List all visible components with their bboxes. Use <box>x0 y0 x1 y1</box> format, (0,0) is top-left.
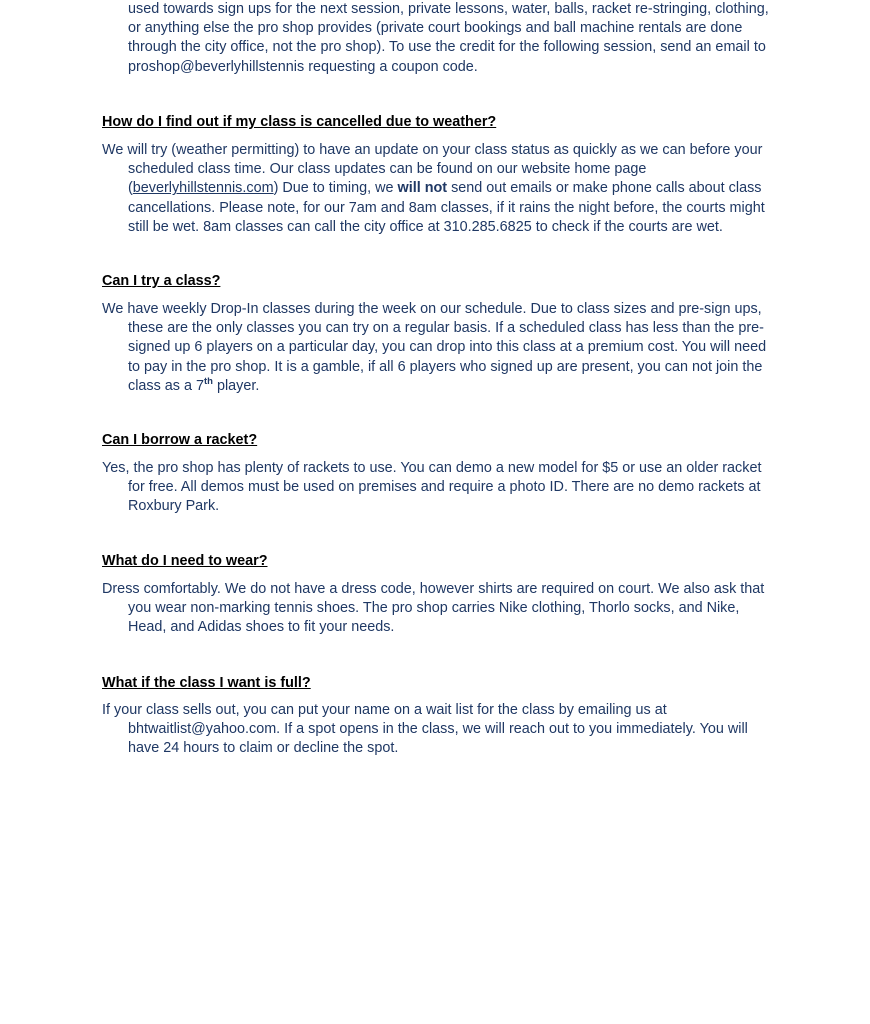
faq-weather-text-3: send out emails or make phone calls about class cancellations. Please note, for our 7am and 8am classes, if it rains the night before, the courts might still be wet. 8am classes can call the city office at 310.285.6825 to check if the courts are wet. <box>128 180 765 235</box>
intro-section <box>102 0 774 77</box>
faq-weather-text-1: We will try (weather permitting) to have an update on your class status as quickly as we can before your scheduled class time. Our class updates can be found on our website home page ( <box>102 142 763 197</box>
faq-full-answer <box>102 701 774 759</box>
faq-wear-answer <box>102 580 774 638</box>
intro-paragraph: used towards sign ups for the next session, private lessons, water, balls, racket re-stringing, clothing, or anything else the pro shop provides (private court bookings and ball machine rentals are done through the city office, not the pro shop). To use the credit for the following session, send an email to proshop@beverlyhillstennis requesting a coupon code. <box>128 1 769 75</box>
faq-try-question: Can I try a class? <box>102 273 221 289</box>
faq-try-answer <box>102 300 774 396</box>
faq-try-text-1: We have weekly Drop-In classes during the week on our schedule. Due to class sizes and pre-sign ups, these are the only classes you can try on a regular basis. If a scheduled class has less than the pre-signed up 6 players on a particular day, you can drop into this class at a premium cost. You will need to pay in the pro shop. It is a gamble, if all 6 players who signed up are present, you can not join the class as a 7 <box>102 301 767 394</box>
faq-weather-text-2: ) Due to timing, we <box>273 180 398 197</box>
faq-full-paragraph: If your class sells out, you can put your name on a wait list for the class by emailing us at bhtwaitlist@yahoo.com. If a spot opens in the class, we will reach out to you immediately. You will have 24 hours to claim or decline the spot. <box>102 702 748 757</box>
faq-try-superscript: th <box>204 375 213 387</box>
faq-racket-answer <box>102 459 774 517</box>
website-link[interactable]: beverlyhillstennis.com <box>132 180 274 197</box>
faq-wear-paragraph: Dress comfortably. We do not have a dress code, however shirts are required on court. We also ask that you wear non-marking tennis shoes. The pro shop carries Nike clothing, Thorlo socks, and Nike, Head, and Adidas shoes to fit your needs. <box>102 581 765 636</box>
faq-try-paragraph <box>102 300 774 396</box>
faq-weather-emphasis: will not <box>397 180 448 197</box>
faq-weather-answer <box>102 141 774 237</box>
faq-racket-question: Can I borrow a racket? <box>102 432 258 448</box>
faq-weather-question: How do I find out if my class is cancelled due to weather? <box>102 114 497 130</box>
faq-racket-paragraph: Yes, the pro shop has plenty of rackets to use. You can demo a new model for $5 or use an older racket for free. All demos must be used on premises and require a photo ID. There are no demo rackets at Roxbury Park. <box>102 460 762 515</box>
faq-wear-question: What do I need to wear? <box>102 553 268 569</box>
faq-try-text-2: player. <box>212 377 260 394</box>
faq-weather-paragraph <box>102 141 774 237</box>
faq-full-question: What if the class I want is full? <box>102 675 311 691</box>
